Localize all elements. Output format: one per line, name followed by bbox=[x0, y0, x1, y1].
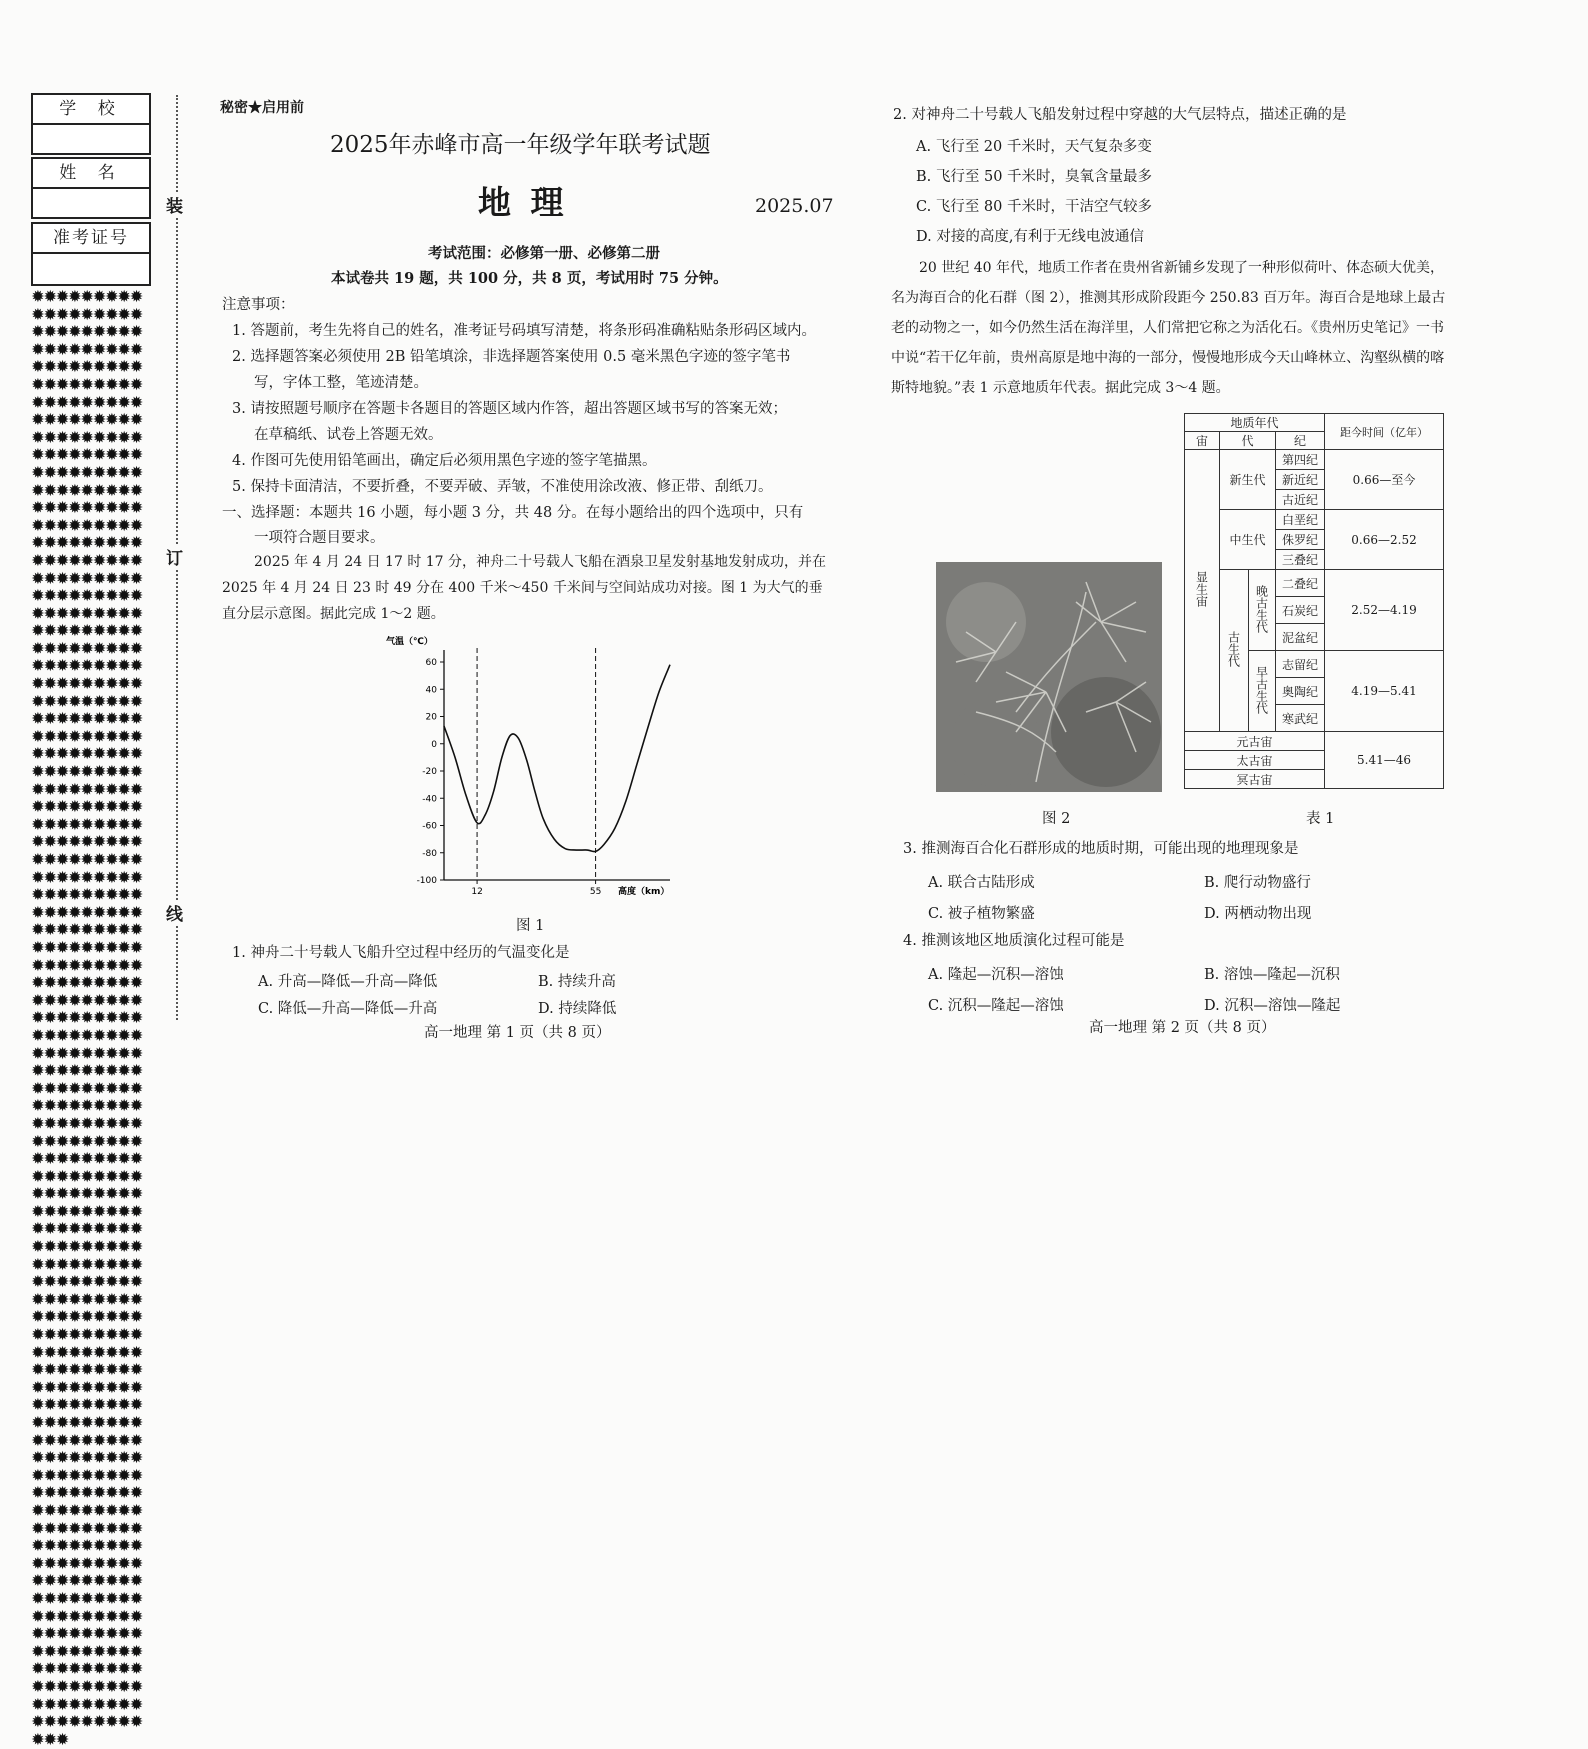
page-footer-1: 高一地理 第 1 页（共 8 页） bbox=[424, 1025, 611, 1041]
q1-option-c[interactable]: C. 降低—升高—降低—升高 bbox=[258, 1001, 438, 1017]
table-cell-phanerozoic: 显生宙 bbox=[1185, 450, 1220, 732]
table-cell-period: 寒武纪 bbox=[1276, 705, 1325, 732]
table-cell-time: 4.19—5.41 bbox=[1325, 651, 1444, 732]
figure-1-caption: 图 1 bbox=[516, 918, 545, 934]
q2-stem: 2. 对神舟二十号载人飞船发射过程中穿越的大气层特点，描述正确的是 bbox=[893, 107, 1347, 123]
note-1: 1. 答题前，考生先将自己的姓名，准考证号码填写清楚，将条形码准确粘贴条形码区域内。 bbox=[232, 323, 816, 339]
q4-option-a[interactable]: A. 隆起—沉积—溶蚀 bbox=[928, 967, 1064, 983]
chart-x-tick-label: 12 bbox=[471, 887, 483, 897]
table-header-era: 代 bbox=[1220, 432, 1276, 450]
table-cell-paleozoic: 古生代 bbox=[1220, 570, 1249, 732]
q1-option-a[interactable]: A. 升高—降低—升高—降低 bbox=[258, 974, 438, 990]
school-field[interactable] bbox=[31, 93, 151, 155]
passage-2: 20 世纪 40 年代，地质工作者在贵州省新铺乡发现了一种形似荷叶、体态硕大优美，名为海百合的化石群（图 2），推测其形成阶段距今 250.83 百万年。海百合是地球上最古老的动物之一，如今仍然生活在海洋里，人们常把它称之为活化石。《贵州历史笔记》一书中说“若干亿年前，贵州高原是地中海的一部分，慢慢地形成今天山峰林立、沟壑纵横的喀斯特地貌。”表 1 示意地质年代表。据此完成 3～4 题。 bbox=[891, 260, 1446, 396]
table-cell-time: 5.41—46 bbox=[1325, 732, 1444, 789]
table-cell-period: 侏罗纪 bbox=[1276, 530, 1325, 550]
name-field[interactable] bbox=[31, 157, 151, 219]
note-3: 3. 请按照题号顺序在答题卡各题目的答题区域内作答，超出答题区域书写的答案无效； bbox=[232, 401, 787, 417]
note-2: 2. 选择题答案必须使用 2B 铅笔填涂，非选择题答案使用 0.5 毫米黑色字迹的签字笔书 bbox=[232, 349, 791, 365]
q3-option-d[interactable]: D. 两栖动物出现 bbox=[1204, 906, 1312, 922]
exam-scope: 考试范围：必修第一册、必修第二册 bbox=[428, 245, 660, 262]
q4-stem: 4. 推测该地区地质演化过程可能是 bbox=[903, 933, 1125, 949]
secret-label: 秘密★启用前 bbox=[220, 100, 304, 116]
exam-number-field[interactable] bbox=[31, 222, 151, 286]
table-header-period: 纪 bbox=[1276, 432, 1325, 450]
subject-title: 地 理 bbox=[478, 183, 568, 222]
section-heading-cont: 一项符合题目要求。 bbox=[254, 530, 385, 546]
table-cell-early-paleozoic: 早古生代 bbox=[1249, 651, 1276, 732]
temperature-altitude-chart bbox=[370, 632, 700, 902]
table-cell-mesozoic: 中生代 bbox=[1220, 510, 1276, 570]
q3-option-a[interactable]: A. 联合古陆形成 bbox=[928, 875, 1035, 891]
table-cell-archean: 太古宙 bbox=[1185, 751, 1325, 770]
q4-option-c[interactable]: C. 沉积—隆起—溶蚀 bbox=[928, 998, 1064, 1014]
q2-option-b[interactable]: B. 飞行至 50 千米时，臭氧含量最多 bbox=[916, 169, 1153, 185]
exam-info: 本试卷共 19 题，共 100 分，共 8 页，考试用时 75 分钟。 bbox=[331, 270, 728, 287]
chart-y-tick-label: -20 bbox=[422, 767, 437, 777]
table-cell-time: 0.66—至今 bbox=[1325, 450, 1444, 510]
chart-x-tick-label: 55 bbox=[589, 887, 602, 897]
binding-mark-ding: 订 bbox=[166, 544, 183, 569]
note-4: 4. 作图可先使用铅笔画出，确定后必须用黑色字迹的签字笔描黑。 bbox=[232, 453, 657, 469]
chart-y-tick-label: -40 bbox=[422, 794, 437, 805]
q2-option-d[interactable]: D. 对接的高度,有利于无线电波通信 bbox=[916, 229, 1144, 245]
q2-option-c[interactable]: C. 飞行至 80 千米时，干洁空气较多 bbox=[916, 199, 1152, 215]
binding-mark-zhuang: 装 bbox=[166, 192, 183, 217]
q4-option-d[interactable]: D. 沉积—溶蚀—隆起 bbox=[1204, 998, 1341, 1014]
table-header-eon: 宙 bbox=[1185, 432, 1220, 450]
page-footer-2: 高一地理 第 2 页（共 8 页） bbox=[1089, 1020, 1276, 1036]
chart-y-tick-label: 40 bbox=[425, 685, 437, 696]
crinoid-fossil-photo bbox=[936, 562, 1162, 792]
table-cell-period: 志留纪 bbox=[1276, 651, 1325, 678]
table-cell-cenozoic: 新生代 bbox=[1220, 450, 1276, 510]
figure-2-caption: 图 2 bbox=[1042, 811, 1071, 827]
table-cell-late-paleozoic: 晚古生代 bbox=[1249, 570, 1276, 651]
table-cell-period: 三叠纪 bbox=[1276, 550, 1325, 570]
chart-x-label: 高度（km） bbox=[618, 887, 670, 897]
chart-y-tick-label: 60 bbox=[425, 658, 437, 668]
table-cell-period: 奥陶纪 bbox=[1276, 678, 1325, 705]
table-header-time: 距今时间（亿年） bbox=[1325, 414, 1444, 450]
chart-y-tick-label: 0 bbox=[431, 739, 437, 750]
chart-y-tick-label: -100 bbox=[416, 876, 437, 886]
note-2-cont: 写，字体工整，笔迹清楚。 bbox=[254, 375, 428, 391]
table-1-caption: 表 1 bbox=[1306, 811, 1335, 827]
table-cell-hadean: 冥古宙 bbox=[1185, 770, 1325, 789]
q3-stem: 3. 推测海百合化石群形成的地质时期，可能出现的地理现象是 bbox=[903, 841, 1299, 857]
chart-y-tick-label: -80 bbox=[422, 848, 437, 859]
exam-number-label: 准考证号 bbox=[33, 224, 149, 254]
table-cell-period: 第四纪 bbox=[1276, 450, 1325, 470]
table-cell-period: 石炭纪 bbox=[1276, 597, 1325, 624]
table-cell-period: 古近纪 bbox=[1276, 490, 1325, 510]
q1-option-b[interactable]: B. 持续升高 bbox=[538, 974, 616, 990]
table-cell-time: 2.52—4.19 bbox=[1325, 570, 1444, 651]
notes-heading: 注意事项： bbox=[222, 297, 295, 313]
exam-date: 2025.07 bbox=[755, 195, 834, 217]
q1-option-d[interactable]: D. 持续降低 bbox=[538, 1001, 617, 1017]
decorative-border-pattern: ✹✹✹✹✹✹✹✹✹✹✹✹✹✹✹✹✹✹✹✹✹✹✹✹✹✹✹✹✹✹✹✹✹✹✹✹✹✹✹✹✹✹✹✹✹✹✹✹✹✹✹✹✹✹✹✹✹✹✹✹✹✹✹✹✹✹✹✹✹✹✹✹✹✹✹✹✹✹✹✹✹✹✹✹✹✹✹✹✹✹✹✹✹✹✹✹✹✹✹✹✹✹✹✹✹✹✹✹✹✹✹✹✹✹✹✹✹✹✹✹✹✹✹✹✹✹✹✹✹✹✹✹✹✹✹✹✹✹✹✹✹✹✹✹✹✹✹✹✹✹✹✹✹✹✹✹✹✹✹✹✹✹✹✹✹✹✹✹✹✹✹✹✹✹✹✹✹✹✹✹✹✹✹✹✹✹✹✹✹✹✹✹✹✹✹✹✹✹✹✹✹✹✹✹✹✹✹✹✹✹✹✹✹✹✹✹✹✹✹✹✹✹✹✹✹✹✹✹✹✹✹✹✹✹✹✹✹✹✹✹✹✹✹✹✹✹✹✹✹✹✹✹✹✹✹✹✹✹✹✹✹✹✹✹✹✹✹✹✹✹✹✹✹✹✹✹✹✹✹✹✹✹✹✹✹✹✹✹✹✹✹✹✹✹✹✹✹✹✹✹✹✹✹✹✹✹✹✹✹✹✹✹✹✹✹✹✹✹✹✹✹✹✹✹✹✹✹✹✹✹✹✹✹✹✹✹✹✹✹✹✹✹✹✹✹✹✹✹✹✹✹✹✹✹✹✹✹✹✹✹✹✹✹✹✹✹✹✹✹✹✹✹✹✹✹✹✹✹✹✹✹✹✹✹✹✹✹✹✹✹✹✹✹✹✹✹✹✹✹✹✹✹✹✹✹✹✹✹✹✹✹✹✹✹✹✹✹✹✹✹✹✹✹✹✹✹✹✹✹✹✹✹✹✹✹✹✹✹✹✹✹✹✹✹✹✹✹✹✹✹✹✹✹✹✹✹✹✹✹✹✹✹✹✹✹✹✹✹✹✹✹✹✹✹✹✹✹✹✹✹✹✹✹✹✹✹✹✹✹✹✹✹✹✹✹✹✹✹✹✹✹✹✹✹✹✹✹✹✹✹✹✹✹✹✹✹✹✹✹✹✹✹✹✹✹✹✹✹✹✹✹✹✹✹✹✹✹✹✹✹✹✹✹✹✹✹✹✹✹✹✹✹✹✹✹✹✹✹✹✹✹✹✹✹✹✹✹✹✹✹✹✹✹✹✹✹✹✹✹✹✹✹✹✹✹✹✹✹✹✹✹✹✹✹✹✹✹✹✹✹✹✹✹✹✹✹✹✹✹✹✹✹✹✹✹✹✹✹✹✹✹✹✹✹✹✹✹✹✹✹✹✹✹✹✹✹✹✹✹✹✹✹✹✹✹✹✹✹✹✹✹✹✹✹✹✹✹✹✹✹✹✹✹✹✹✹✹✹✹✹✹✹✹✹✹✹✹✹✹✹✹✹✹✹✹✹✹✹✹✹✹✹✹✹✹✹✹✹✹✹✹✹✹✹✹✹✹✹✹✹✹✹✹✹✹✹✹✹✹✹✹✹✹✹✹✹✹✹✹✹✹✹✹✹✹✹✹✹✹✹✹ bbox=[31, 287, 142, 1749]
exam-title: 2025年赤峰市高一年级学年联考试题 bbox=[330, 132, 711, 158]
chart-y-label: 气温（℃） bbox=[386, 637, 433, 647]
chart-y-tick-label: -60 bbox=[422, 821, 437, 832]
binding-mark-xian: 线 bbox=[166, 900, 183, 925]
table-cell-period: 新近纪 bbox=[1276, 470, 1325, 490]
section-heading: 一、选择题：本题共 16 小题，每小题 3 分，共 48 分。在每小题给出的四个选项中，只有 bbox=[222, 505, 804, 521]
table-cell-proterozoic: 元古宙 bbox=[1185, 732, 1325, 751]
table-cell-period: 白垩纪 bbox=[1276, 510, 1325, 530]
school-label: 学 校 bbox=[33, 95, 149, 125]
q3-option-c[interactable]: C. 被子植物繁盛 bbox=[928, 906, 1035, 922]
table-header-age: 地质年代 bbox=[1185, 414, 1325, 432]
passage-1: 2025 年 4 月 24 日 17 时 17 分，神舟二十号载人飞船在酒泉卫星发射基地发射成功，并在 2025 年 4 月 24 日 23 时 49 分在 400 千米～450 千米间与空间站成功对接。图 1 为大气的垂直分层示意图。据此完成 1～2 题。 bbox=[222, 554, 827, 622]
q1-stem: 1. 神舟二十号载人飞船升空过程中经历的气温变化是 bbox=[232, 945, 570, 961]
table-cell-period: 泥盆纪 bbox=[1276, 624, 1325, 651]
q4-option-b[interactable]: B. 溶蚀—隆起—沉积 bbox=[1204, 967, 1340, 983]
note-5: 5. 保持卡面清洁，不要折叠，不要弄破、弄皱，不准使用涂改液、修正带、刮纸刀。 bbox=[232, 479, 773, 495]
chart-temperature-line bbox=[444, 665, 670, 852]
q3-option-b[interactable]: B. 爬行动物盛行 bbox=[1204, 875, 1311, 891]
note-3-cont: 在草稿纸、试卷上答题无效。 bbox=[254, 427, 443, 443]
geologic-time-table bbox=[1184, 413, 1444, 789]
q2-option-a[interactable]: A. 飞行至 20 千米时，天气复杂多变 bbox=[916, 139, 1152, 155]
table-cell-time: 0.66—2.52 bbox=[1325, 510, 1444, 570]
name-label: 姓 名 bbox=[33, 159, 149, 189]
chart-y-tick-label: 20 bbox=[425, 712, 437, 723]
table-cell-period: 二叠纪 bbox=[1276, 570, 1325, 597]
